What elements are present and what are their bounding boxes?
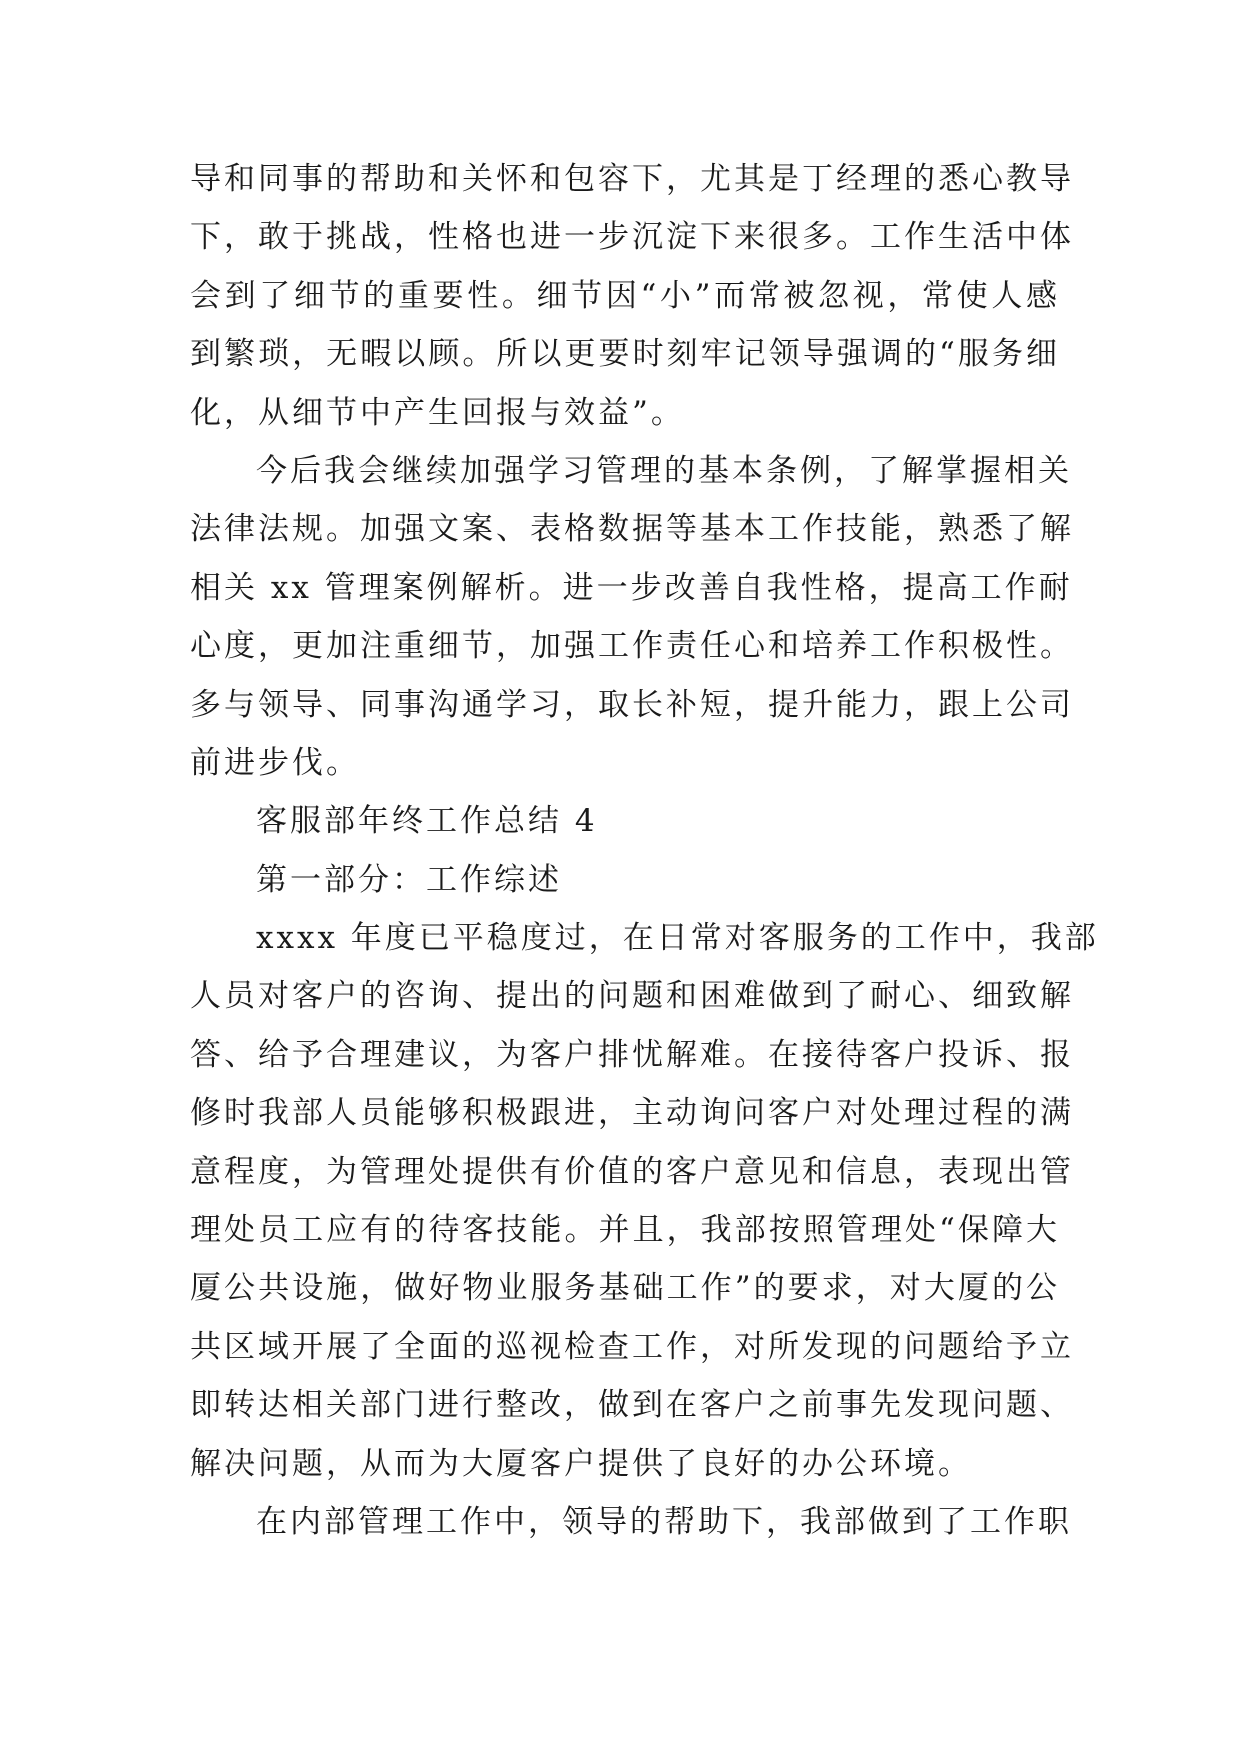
- document-body: [190, 150, 1099, 1551]
- text-line: 今后我会继续加强学习管理的基本条例，了解掌握相关: [256, 452, 1072, 489]
- text-line: 会到了细节的重要性。细节因“小”而常被忽视，常使人感: [190, 277, 1060, 314]
- text-line: 解决问题，从而为大厦客户提供了良好的办公环境。: [190, 1445, 972, 1482]
- text-line: 第一部分：工作综述: [256, 861, 562, 898]
- text-line: 人员对客户的咨询、提出的问题和困难做到了耐心、细致解: [190, 978, 1074, 1015]
- text-line: 下，敢于挑战，性格也进一步沉淀下来很多。工作生活中体: [190, 219, 1074, 256]
- text-line: 共区域开展了全面的巡视检查工作，对所发现的问题给予立: [190, 1328, 1074, 1365]
- part-heading: [190, 851, 1060, 909]
- text-line: 修时我部人员能够积极跟进，主动询问客户对处理过程的满: [190, 1095, 1074, 1132]
- text-line: 厦公共设施，做好物业服务基础工作”的要求，对大厦的公: [190, 1270, 1060, 1307]
- paragraph-future-plan: [190, 442, 1074, 792]
- text-line: 法律法规。加强文案、表格数据等基本工作技能，熟悉了解: [190, 511, 1074, 548]
- text-line: 在内部管理工作中，领导的帮助下，我部做到了工作职: [256, 1503, 1072, 1540]
- text-line: 客服部年终工作总结 4: [256, 803, 598, 840]
- paragraph-growth: [190, 150, 1074, 442]
- text-line: 到繁琐，无暇以顾。所以更要时刻牢记领导强调的“服务细: [190, 336, 1060, 373]
- text-line: 理处员工应有的待客技能。并且，我部按照管理处“保障大: [190, 1212, 1060, 1249]
- paragraph-internal-management: [190, 1493, 1072, 1551]
- text-line: xxxx 年度已平稳度过，在日常对客服务的工作中，我部: [256, 920, 1099, 957]
- text-line: 化，从细节中产生回报与效益”。: [190, 394, 685, 431]
- text-line: 意程度，为管理处提供有价值的客户意见和信息，表现出管: [190, 1153, 1074, 1190]
- text-line: 答、给予合理建议，为客户排忧解难。在接待客户投诉、报: [190, 1036, 1074, 1073]
- text-line: 即转达相关部门进行整改，做到在客户之前事先发现问题、: [190, 1387, 1074, 1424]
- text-line: 心度，更加注重细节，加强工作责任心和培养工作积极性。: [190, 628, 1074, 665]
- section-title: [190, 792, 1060, 850]
- paragraph-work-overview: [190, 909, 1099, 1493]
- text-line: 前进步伐。: [190, 744, 360, 781]
- text-line: 多与领导、同事沟通学习，取长补短，提升能力，跟上公司: [190, 686, 1074, 723]
- text-line: 相关 xx 管理案例解析。进一步改善自我性格，提高工作耐: [190, 569, 1073, 606]
- text-line: 导和同事的帮助和关怀和包容下，尤其是丁经理的悉心教导: [190, 161, 1074, 197]
